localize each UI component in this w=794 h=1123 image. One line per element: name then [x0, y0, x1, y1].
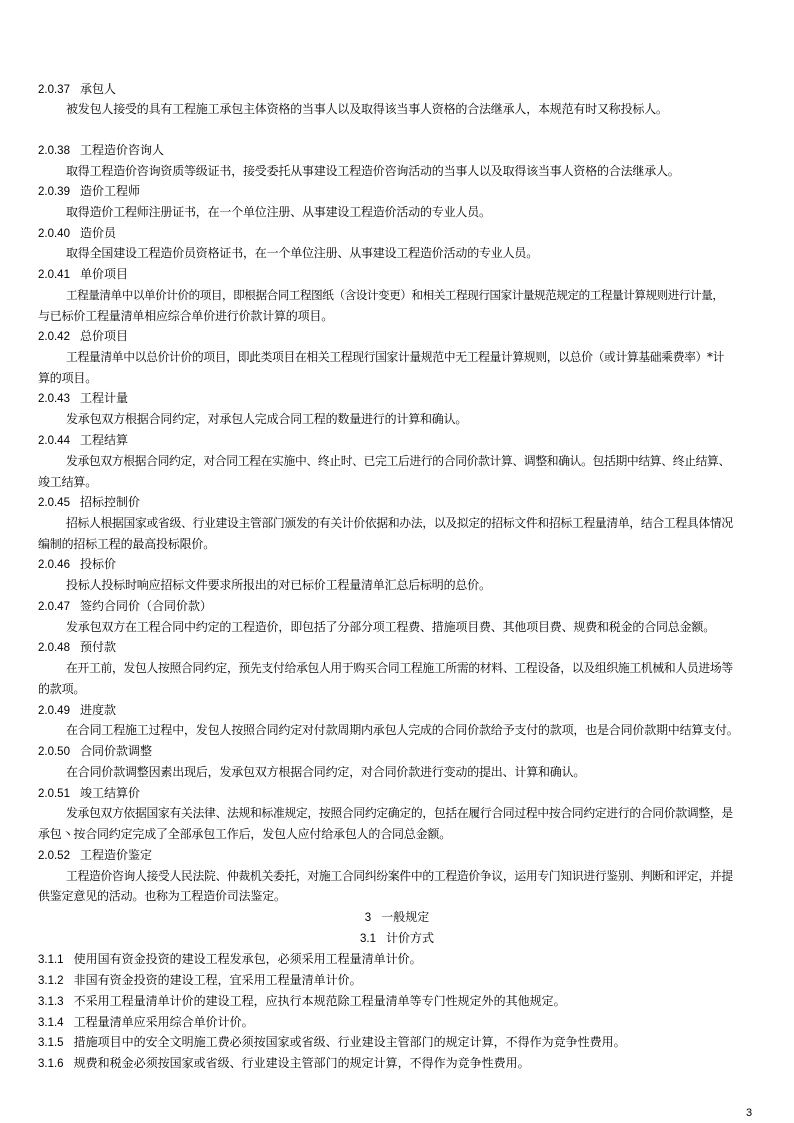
term-definition: 工程造价咨询人接受人民法院、仲裁机关委托，对施工合同纠纷案件中的工程造价争议，运用专门知识进行鉴别、判断和评定，并提: [66, 869, 733, 883]
section-title: 计价方式: [385, 931, 434, 945]
term-number: 2.0.46: [38, 559, 70, 571]
clause: [38, 973, 362, 989]
term-heading: [38, 82, 116, 98]
term-heading: [38, 495, 140, 511]
term-number: 2.0.52: [38, 850, 70, 862]
term-title: 单价项目: [79, 267, 128, 281]
term-title: 投标价: [79, 557, 116, 571]
term-heading: [38, 848, 152, 864]
term-title: 竣工结算价: [79, 786, 140, 800]
term-title: 招标控制价: [79, 495, 140, 509]
term-heading: [38, 703, 116, 719]
term-number: 2.0.48: [38, 642, 70, 654]
clause-text: 工程量清单应采用综合单价计价。: [73, 1015, 254, 1029]
term-number: 2.0.51: [38, 788, 70, 800]
term-number: 2.0.38: [38, 145, 70, 157]
clause: [38, 994, 566, 1010]
clause: [38, 1015, 254, 1031]
term-definition: 工程量清单中以单价计价的项目，即根据合同工程图纸（含设计变更）和相关工程现行国家计量规范规定的工程量计算规则进行计量，: [66, 288, 724, 302]
term-heading: [38, 786, 140, 802]
term-title: 造价员: [79, 226, 116, 240]
term-title: 签约合同价（合同价款）: [79, 599, 212, 613]
page-number: 3: [746, 1107, 753, 1119]
clause-text: 规费和税金必须按国家或省级、行业建设主管部门的规定计算，不得作为竞争性费用。: [73, 1056, 530, 1070]
term-definition: 招标人根据国家或省级、行业建设主管部门颁发的有关计价依据和办法，以及拟定的招标文件和招标工程量清单，结合工程具体情况: [66, 516, 733, 530]
term-heading: [38, 744, 152, 760]
term-definition: 工程量清单中以总价计价的项目，即此类项目在相关工程现行国家计量规范中无工程量计算规则，以总价（或计算基础乘费率）*计: [66, 350, 725, 364]
term-heading: [38, 433, 128, 449]
clause-number: 3.1.5: [38, 1037, 64, 1049]
term-title: 进度款: [79, 703, 116, 717]
term-definition-cont: 的款项。: [38, 682, 86, 696]
term-definition: 发承包双方根据合同约定，对承包人完成合同工程的数量进行的计算和确认。: [66, 412, 468, 426]
clause-text: 使用国有资金投资的建设工程发承包，必须采用工程量清单计价。: [73, 952, 422, 966]
term-title: 造价工程师: [79, 184, 140, 198]
chapter-number: 3: [364, 912, 372, 924]
term-definition-cont: 与已标价工程量清单相应综合单价进行价款计算的项目。: [38, 309, 334, 323]
term-title: 承包人: [79, 82, 116, 96]
term-heading: [38, 329, 128, 345]
clause-text: 措施项目中的安全文明施工费必须按国家或省级、行业建设主管部门的规定计算，不得作为竞争性费用。: [73, 1035, 626, 1049]
term-heading: [38, 391, 128, 407]
chapter-heading: [0, 910, 794, 926]
clause-text: 非国有资金投资的建设工程，宜采用工程量清单计价。: [73, 973, 362, 987]
term-number: 2.0.47: [38, 601, 70, 613]
term-number: 2.0.45: [38, 497, 70, 509]
clause-number: 3.1.1: [38, 954, 64, 966]
term-definition: 取得造价工程师注册证书，在一个单位注册、从事建设工程造价活动的专业人员。: [66, 205, 491, 219]
term-number: 2.0.41: [38, 269, 70, 281]
clause-number: 3.1.6: [38, 1058, 64, 1070]
clause-text: 不采用工程量清单计价的建设工程，应执行本规范除工程量清单等专门性规定外的其他规定。: [73, 994, 566, 1008]
term-number: 2.0.43: [38, 393, 70, 405]
term-definition: 在合同工程施工过程中，发包人按照合同约定对付款周期内承包人完成的合同价款给予支付的款项，也是合同价款期中结算支付。: [66, 723, 739, 737]
clause: [38, 1035, 626, 1051]
section-number: 3.1: [359, 933, 376, 945]
term-definition: 取得工程造价咨询资质等级证书，接受委托从事建设工程造价咨询活动的当事人以及取得该当事人资格的合法继承人。: [66, 164, 680, 178]
term-definition: 发承包双方依据国家有关法律、法规和标准规定，按照合同约定确定的，包括在履行合同过程中按合同约定进行的合同价款调整，是: [66, 806, 733, 820]
term-definition-cont: 算的项目。: [38, 371, 98, 385]
term-definition: 取得全国建设工程造价员资格证书，在一个单位注册、从事建设工程造价活动的专业人员。: [66, 246, 539, 260]
term-title: 工程计量: [79, 391, 128, 405]
term-definition: 在合同价款调整因素出现后，发承包双方根据合同约定，对合同价款进行变动的提出、计算和确认。: [66, 765, 586, 779]
clause-number: 3.1.4: [38, 1017, 64, 1029]
chapter-title: 一般规定: [381, 910, 430, 924]
term-definition: 投标人投标时响应招标文件要求所报出的对已标价工程量清单汇总后标明的总价。: [66, 578, 491, 592]
term-heading: [38, 640, 116, 656]
term-definition: 在开工前，发包人按照合同约定，预先支付给承包人用于购买合同工程施工所需的材料、工程设备，以及组织施工机械和人员进场等: [66, 661, 733, 675]
clause-number: 3.1.3: [38, 996, 64, 1008]
term-definition-cont: 编制的招标工程的最高投标限价。: [38, 537, 216, 551]
term-heading: [38, 226, 116, 242]
term-definition-cont: 竣工结算。: [38, 475, 98, 489]
term-heading: [38, 599, 212, 615]
term-title: 预付款: [79, 640, 116, 654]
term-number: 2.0.37: [38, 84, 70, 96]
term-title: 总价项目: [79, 329, 128, 343]
term-heading: [38, 143, 164, 159]
clause: [38, 952, 422, 968]
term-definition-cont: 供鉴定意见的活动。也称为工程造价司法鉴定。: [38, 889, 286, 903]
term-number: 2.0.39: [38, 186, 70, 198]
term-number: 2.0.42: [38, 331, 70, 343]
clause: [38, 1056, 530, 1072]
term-title: 合同价款调整: [79, 744, 152, 758]
clause-number: 3.1.2: [38, 975, 64, 987]
term-number: 2.0.49: [38, 705, 70, 717]
term-title: 工程造价鉴定: [79, 848, 152, 862]
term-definition-cont: 承包丶按合同约定完成了全部承包工作后，发包人应付给承包人的合同总金额。: [38, 827, 452, 841]
term-title: 工程造价咨询人: [79, 143, 164, 157]
term-number: 2.0.44: [38, 435, 70, 447]
term-definition: 发承包双方在工程合同中约定的工程造价，即包括了分部分项工程费、措施项目费、其他项目费、规费和税金的合同总金额。: [66, 620, 716, 634]
term-number: 2.0.40: [38, 228, 70, 240]
term-title: 工程结算: [79, 433, 128, 447]
term-definition: 发承包双方根据合同约定，对合同工程在实施中、终止时、已完工后进行的合同价款计算、调整和确认。包括期中结算、终止结算、: [66, 454, 730, 468]
term-definition: 被发包人接受的具有工程施工承包主体资格的当事人以及取得该当事人资格的合法继承人，本规范有时又称投标人。: [66, 102, 668, 116]
section-heading: [0, 931, 794, 947]
term-heading: [38, 267, 128, 283]
term-heading: [38, 184, 140, 200]
term-number: 2.0.50: [38, 746, 70, 758]
term-heading: [38, 557, 116, 573]
